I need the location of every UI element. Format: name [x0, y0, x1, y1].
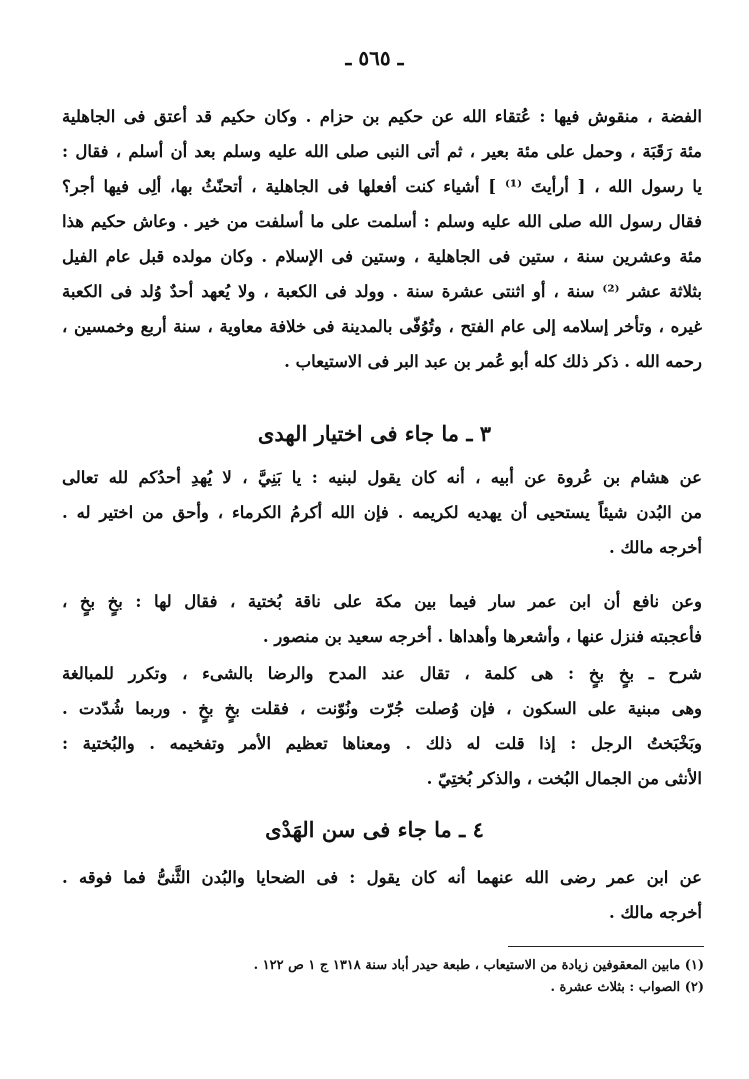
text-line: وعن نافع أن ابن عمر سار فيما بين مكة على ناقة بُختية ، فقال لها : بخٍ بخٍ ، [62, 592, 702, 611]
text-line: أخرجه مالك . [609, 903, 702, 922]
text-line: فأعجبته فنزل عنها ، وأشعرها وأهداها . أخرجه سعيد بن منصور . [262, 627, 702, 646]
paragraph-explanation [62, 656, 702, 796]
text-line: بثلاثة عشر ⁽²⁾ سنة ، أو اثنتى عشرة سنة . وولد فى الكعبة ، ولا يُعهد أحدٌ وُلد فى الكعبة [62, 282, 702, 301]
text-line: مئة رَقَبَة ، وحمل على مئة بعير ، ثم أتى النبى صلى الله عليه وسلم بعد أن أسلم ، فقال : [62, 142, 702, 161]
text-line: عن هشام بن عُروة عن أبيه ، أنه كان يقول لبنيه : يا بَنِيَّ ، لا يُهدِ أحدُكم لله تعالى [62, 468, 702, 487]
page-number: ـ ٥٦٥ ـ [345, 46, 404, 70]
footnote-2: (٢) الصواب : بثلاث عشرة . [550, 980, 704, 995]
text-line: عن ابن عمر رضى الله عنهما أنه كان يقول : فى الضحايا والبُدن الثَّنىُّ فما فوقه . [62, 868, 702, 887]
text-line: وهى مبنية على السكون ، فإن وُصلت جُرّت ونُوّنت ، فقلت بخٍ بخٍ . وربما شُدّدت . [62, 699, 702, 718]
text-line: مئة وعشرين سنة ، ستين فى الجاهلية ، وستين فى الإسلام . وكان مولده قبل عام الفيل [62, 247, 702, 266]
paragraph-nafi [62, 584, 702, 654]
paragraph-hisham [62, 460, 702, 565]
text-line: الفضة ، منقوش فيها : عُتقاء الله عن حكيم بن حزام . وكان حكيم قد أعتق فى الجاهلية [62, 107, 702, 126]
text-line: شرح ـ بخٍ بخٍ : هى كلمة ، تقال عند المدح والرضا بالشىء ، وتكرر للمبالغة [62, 664, 702, 683]
text-line: غيره ، وتأخر إسلامه إلى عام الفتح ، وتُوُفّى بالمدينة فى خلافة معاوية ، سنة أربع وخمسين ، [62, 317, 702, 336]
section-heading-4: ٤ ـ ما جاء فى سن الهَدْى [265, 817, 484, 842]
text-line: يا رسول الله ، [ أرأيتَ ⁽¹⁾ ] أشياء كنت أفعلها فى الجاهلية ، أتحنّثُ بها، ألِى فيها أجر؟ [62, 177, 702, 196]
footnote-1: (١) مابين المعقوفين زيادة من الاستيعاب ، طبعة حيدر أباد سنة ١٣١٨ ج ١ ص ١٢٢ . [253, 958, 704, 973]
text-line: الأنثى من الجمال البُخت ، والذكر بُختِيّ . [426, 769, 702, 788]
section-heading-3: ٣ ـ ما جاء فى اختيار الهدى [257, 421, 492, 446]
footnote-divider [508, 946, 704, 947]
footnotes [180, 955, 704, 999]
text-line: من البُدن شيئاً يستحيى أن يهديه لكريمه . فإن الله أكرمُ الكرماء ، وأحق من اختير له . [62, 503, 702, 522]
paragraph-hakim-ibn-hizam [62, 99, 702, 379]
text-line: أخرجه مالك . [609, 538, 702, 557]
text-line: وبَخْبَختُ الرجل : إذا قلت له ذلك . ومعناها تعظيم الأمر وتفخيمه . والبُختية : [62, 734, 702, 753]
paragraph-ibn-umar [62, 860, 702, 930]
text-line: رحمه الله . ذكر ذلك كله أبو عُمر بن عبد البر فى الاستيعاب . [284, 352, 702, 371]
text-line: فقال رسول الله صلى الله عليه وسلم : أسلمت على ما أسلفت من خير . وعاش حكيم هذا [62, 212, 702, 231]
